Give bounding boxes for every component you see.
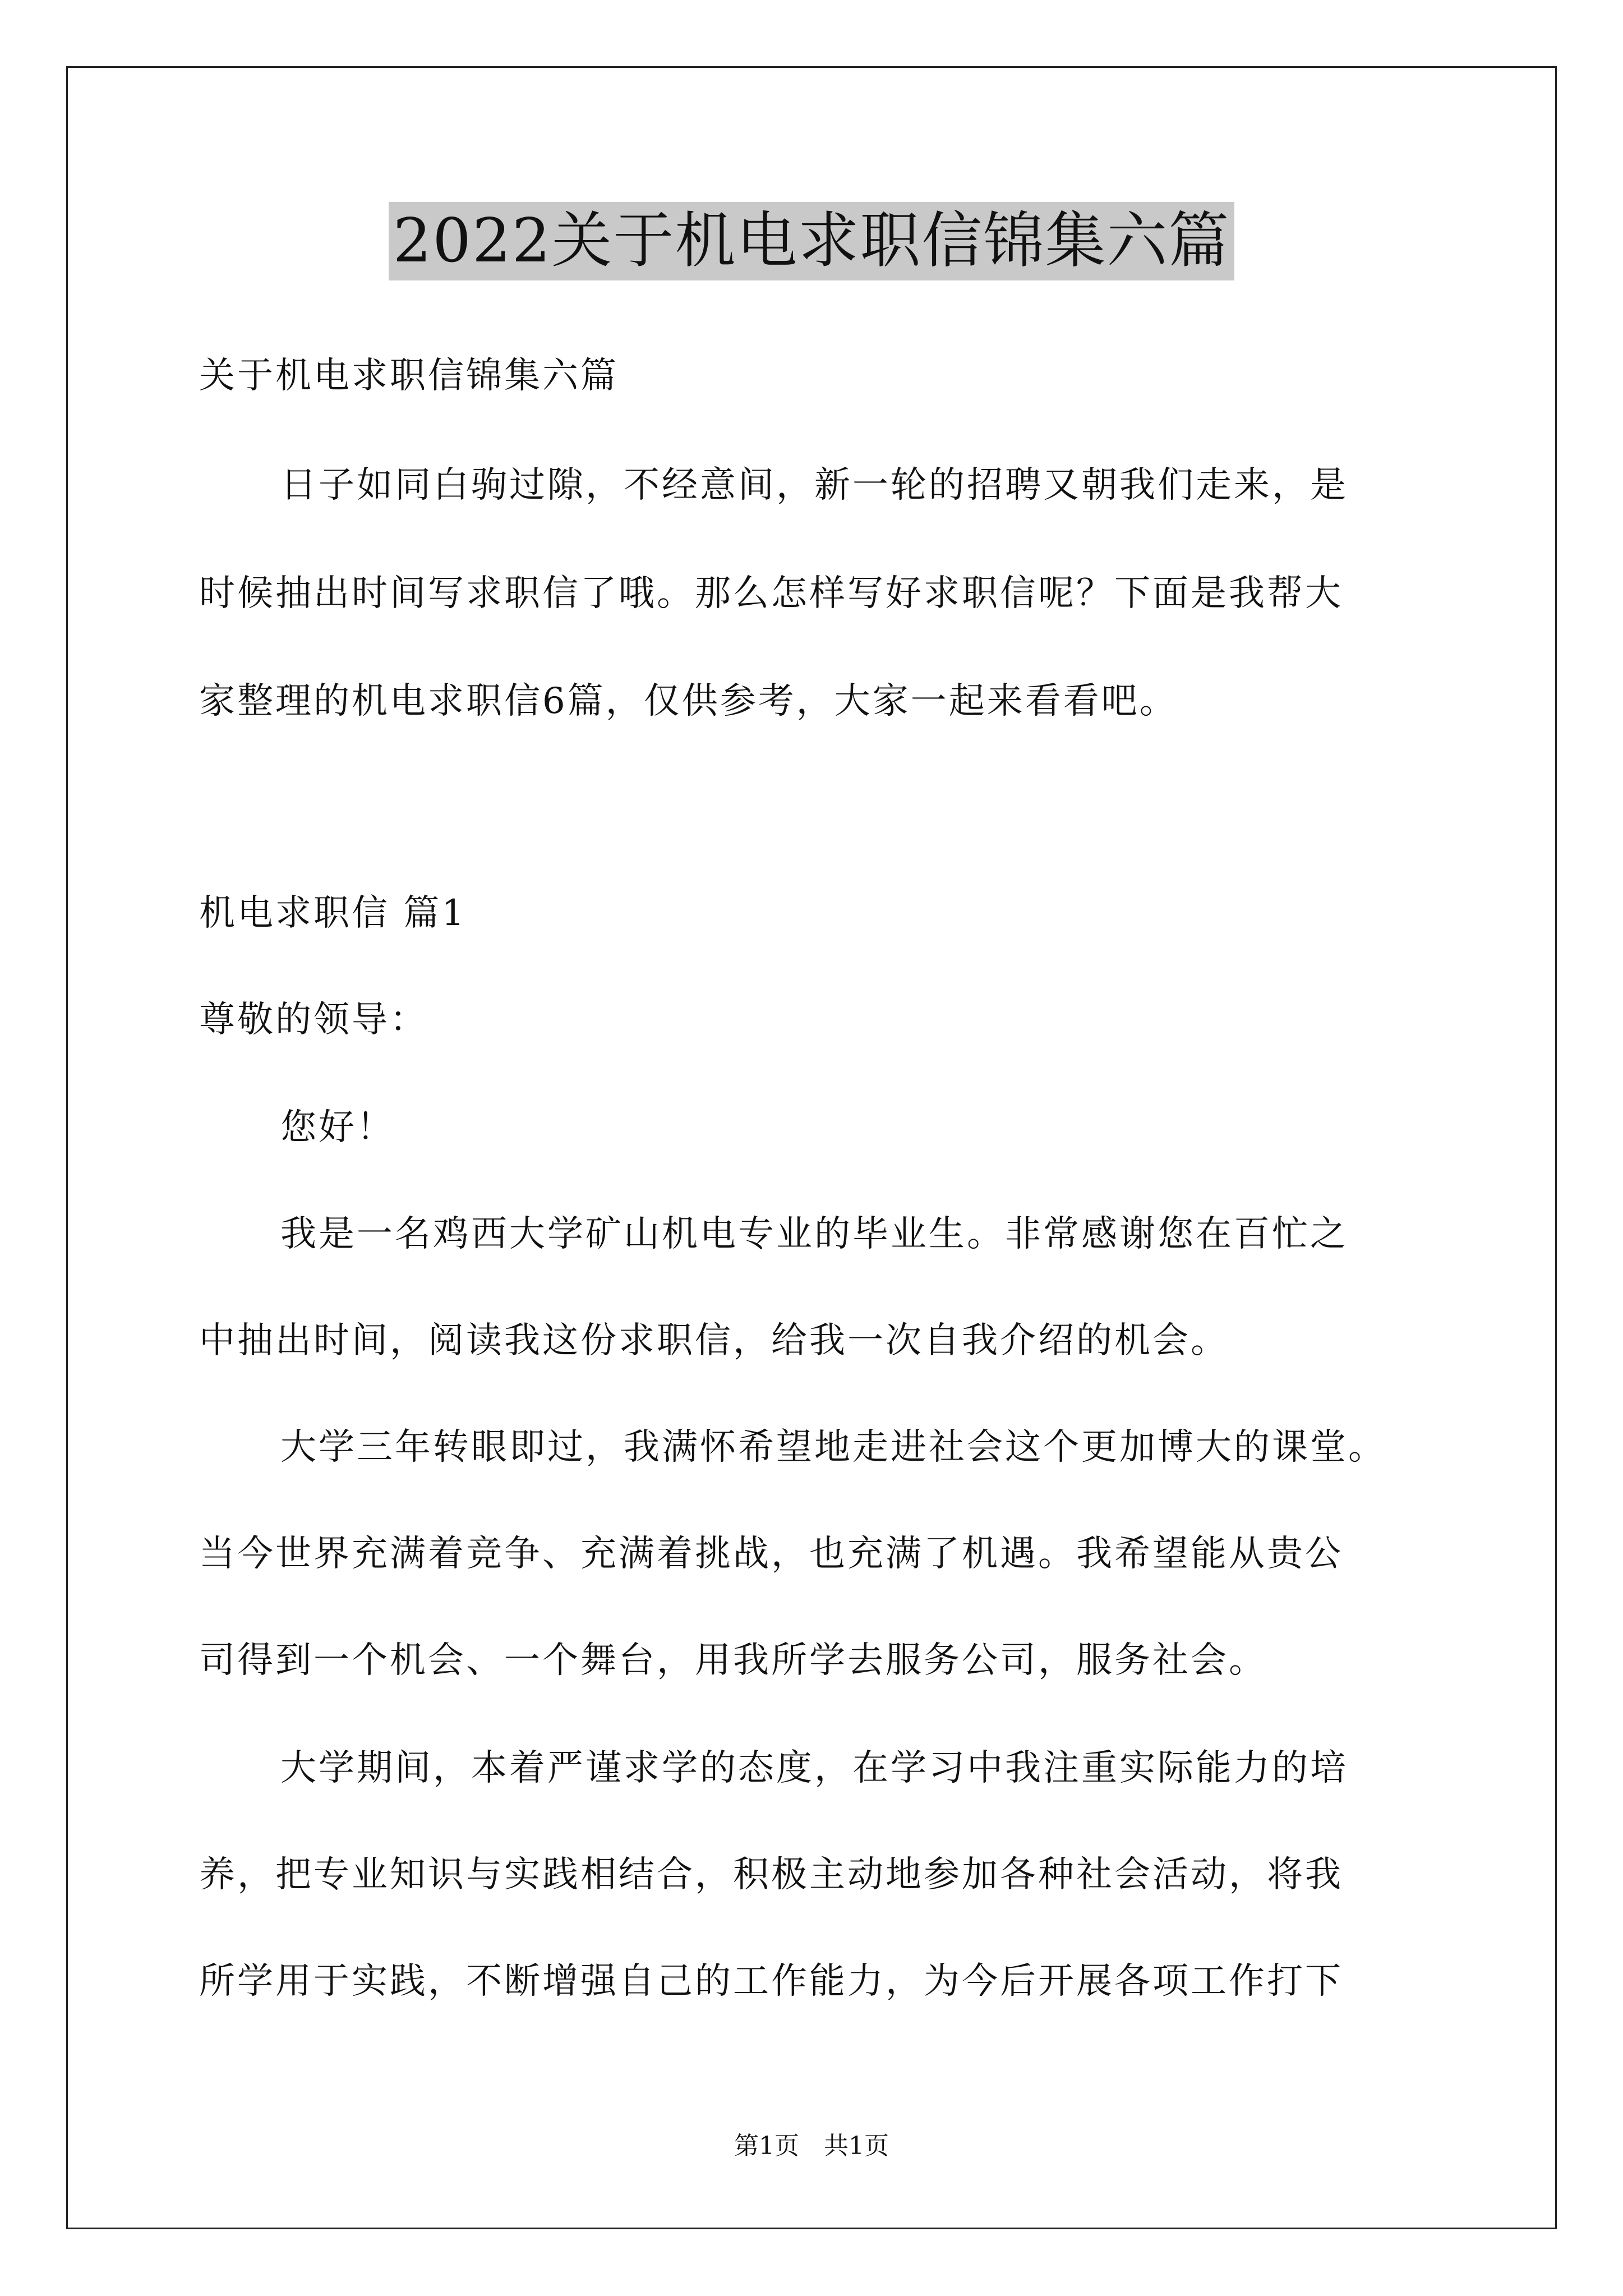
paragraph-line: 大学期间，本着严谨求学的态度，在学习中我注重实际能力的培 [280,1747,1348,1789]
document-subtitle: 关于机电求职信锦集六篇 [199,355,619,397]
paragraph-line: 我是一名鸡西大学矿山机电专业的毕业生。非常感谢您在百忙之 [280,1213,1348,1255]
paragraph-line: 当今世界充满着竞争、充满着挑战，也充满了机遇。我希望能从贵公 [199,1533,1343,1575]
paragraph-line: 司得到一个机会、一个舞台，用我所学去服务公司，服务社会。 [199,1640,1267,1681]
paragraph-line: 时候抽出时间写求职信了哦。那么怎样写好求职信呢？下面是我帮大 [199,573,1343,614]
section-heading: 机电求职信 篇1 [199,892,467,934]
salutation: 尊敬的领导： [199,999,428,1041]
greeting: 您好！ [280,1107,395,1148]
paragraph-line: 家整理的机电求职信6篇，仅供参考，大家一起来看看吧。 [199,680,1178,722]
page-footer: 第1页 共1页 [734,2132,889,2160]
paragraph-line: 日子如同白驹过隙，不经意间，新一轮的招聘又朝我们走来，是 [280,464,1348,506]
paragraph-line: 中抽出时间，阅读我这份求职信，给我一次自我介绍的机会。 [199,1320,1229,1361]
paragraph-line: 大学三年转眼即过，我满怀希望地走进社会这个更加博大的课堂。 [280,1427,1386,1468]
document-title: 2022关于机电求职信锦集六篇 [389,202,1235,280]
paragraph-line: 所学用于实践，不断增强自己的工作能力，为今后开展各项工作打下 [199,1961,1343,2002]
title-container [0,202,1623,280]
paragraph-line: 养，把专业知识与实践相结合，积极主动地参加各种社会活动，将我 [199,1854,1343,1895]
